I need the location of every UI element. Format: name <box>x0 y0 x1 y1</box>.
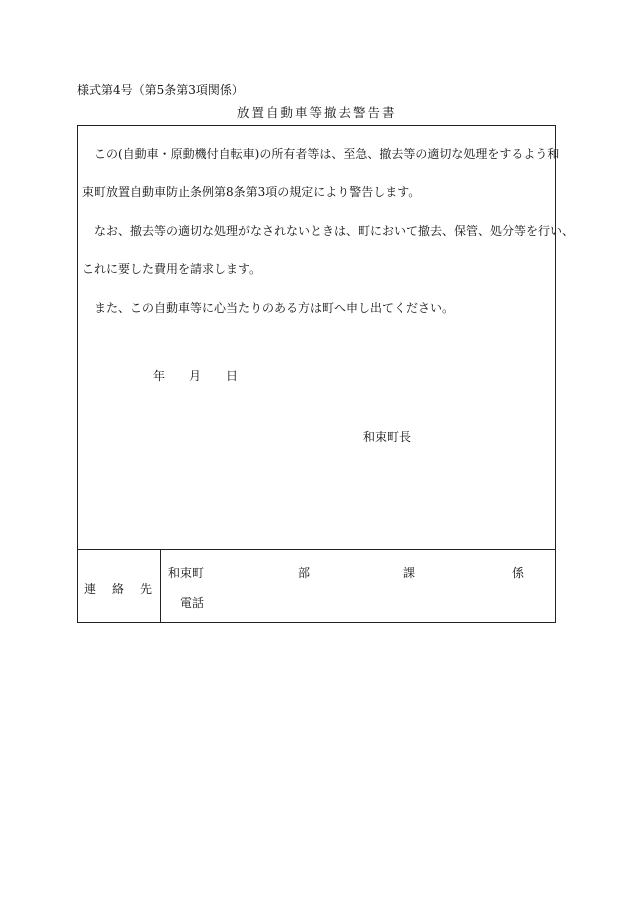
contact-department: 部 <box>298 566 311 580</box>
paragraph-1-line-1: この(自動車・原動機付自転車)の所有者等は、至急、撤去等の適切な処理をするよう和 <box>94 147 560 161</box>
contact-phone: 電話 <box>180 596 205 610</box>
contact-label <box>84 580 152 597</box>
paragraph-1-line-2: 束町放置自動車防止条例第8条第3項の規定により警告します。 <box>82 185 421 199</box>
paragraph-3-line-1: また、この自動車等に心当たりのある方は町へ申し出てください。 <box>94 301 455 315</box>
contact-label-char-1: 連 <box>84 582 97 596</box>
contact-section: 課 <box>403 566 416 580</box>
notice-frame <box>77 125 575 623</box>
date-year: 年 <box>153 369 166 383</box>
date-day: 日 <box>226 369 239 383</box>
contact-divider-horizontal <box>78 549 555 550</box>
document-title: 放置自動車等撤去警告書 <box>237 105 397 120</box>
signatory: 和束町長 <box>363 430 412 444</box>
paragraph-2-line-1: なお、撤去等の適切な処理がなされないときは、町において撤去、保管、処分等を行い、 <box>94 224 575 238</box>
contact-label-char-3: 先 <box>140 582 153 596</box>
contact-unit: 係 <box>512 566 525 580</box>
contact-label-char-2: 絡 <box>112 582 125 596</box>
contact-town: 和束町 <box>168 566 205 580</box>
form-number: 様式第4号（第5条第3項関係） <box>77 83 244 97</box>
date-month: 月 <box>189 369 202 383</box>
contact-divider-vertical <box>160 549 161 622</box>
paragraph-2-line-2: これに要した費用を請求します。 <box>82 262 262 276</box>
